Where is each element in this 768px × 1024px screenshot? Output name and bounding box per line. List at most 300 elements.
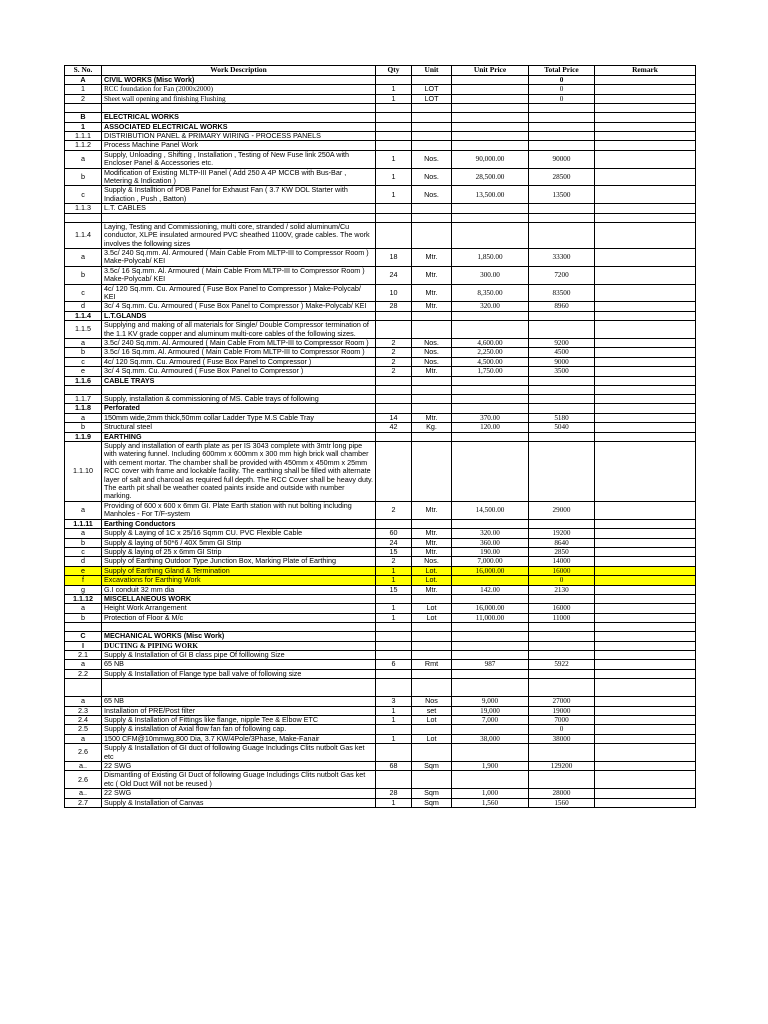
- cell-unit: Nos.: [412, 168, 452, 186]
- cell-description: Supply & Installation of Canvas: [102, 798, 376, 807]
- cell-unit-price: [452, 744, 529, 762]
- cell-qty: 3: [376, 697, 412, 706]
- cell-unit-price: 13,500.00: [452, 186, 529, 204]
- cell-qty: 1: [376, 706, 412, 715]
- cell-description: Supply & laying of 50*6 / 40X 5mm GI Strip: [102, 538, 376, 547]
- cell-unit: Mtr.: [412, 547, 452, 556]
- table-row: [65, 744, 696, 762]
- cell-qty: [376, 213, 412, 222]
- cell-qty: [376, 519, 412, 528]
- cell-unit-price: 320.00: [452, 529, 529, 538]
- cell-description: Protection of Floor & M/c: [102, 613, 376, 622]
- cell-qty: 1: [376, 150, 412, 168]
- cell-description: DISTRIBUTION PANEL & PRIMARY WIRING - PROCESS PANELS: [102, 132, 376, 141]
- cell-sno: b: [65, 423, 102, 432]
- cell-unit: Mtr.: [412, 284, 452, 302]
- table-row: [65, 725, 696, 734]
- cell-remark: [595, 613, 696, 622]
- cell-total-price: [529, 404, 595, 413]
- cell-total-price: 83500: [529, 284, 595, 302]
- cell-total-price: 5180: [529, 413, 595, 422]
- cell-sno: 1.1.2: [65, 141, 102, 150]
- cell-description: Providing of 600 x 600 x 6mm GI. Plate Earth station with nut bolting including Manholes - For T/F-system: [102, 501, 376, 519]
- table-row: [65, 386, 696, 395]
- cell-qty: 24: [376, 266, 412, 284]
- cell-unit: [412, 141, 452, 150]
- cell-remark: [595, 679, 696, 697]
- cell-qty: 1: [376, 798, 412, 807]
- cell-remark: [595, 771, 696, 789]
- cell-remark: [595, 641, 696, 650]
- cell-description: [102, 679, 376, 697]
- cell-description: Modification of Existing MLTP-III Panel ( Add 250 A 4P MCCB with Bus-Bar , Metering & Indication ): [102, 168, 376, 186]
- cell-unit-price: [452, 771, 529, 789]
- table-row: [65, 150, 696, 168]
- cell-remark: [595, 519, 696, 528]
- cell-sno: [65, 386, 102, 395]
- cell-unit-price: [452, 632, 529, 641]
- cell-qty: [376, 650, 412, 659]
- cell-total-price: 19200: [529, 529, 595, 538]
- cell-description: Supply of Earthing Outdoor Type Junction Box, Marking Plate of Earthing: [102, 557, 376, 566]
- cell-qty: 1: [376, 94, 412, 103]
- cell-sno: 1.1.7: [65, 395, 102, 404]
- cell-total-price: [529, 432, 595, 441]
- table-row: [65, 132, 696, 141]
- table-row: [65, 585, 696, 594]
- cell-total-price: [529, 650, 595, 659]
- table-row: [65, 85, 696, 94]
- cell-total-price: [529, 113, 595, 122]
- table-row: [65, 357, 696, 366]
- table-row: [65, 284, 696, 302]
- cell-unit: [412, 395, 452, 404]
- cell-sno: a: [65, 338, 102, 347]
- table-row: [65, 113, 696, 122]
- cell-sno: a: [65, 413, 102, 422]
- cell-sno: C: [65, 632, 102, 641]
- cell-total-price: [529, 104, 595, 113]
- cell-unit-price: [452, 132, 529, 141]
- table-row: [65, 623, 696, 632]
- cell-unit-price: 190.00: [452, 547, 529, 556]
- cell-sno: a: [65, 660, 102, 669]
- cell-sno: b: [65, 613, 102, 622]
- cell-description: CABLE TRAYS: [102, 376, 376, 385]
- table-row: [65, 413, 696, 422]
- cell-sno: 1.1.6: [65, 376, 102, 385]
- cell-sno: c: [65, 547, 102, 556]
- cell-total-price: [529, 386, 595, 395]
- table-row: [65, 423, 696, 432]
- cell-unit-price: 19,000: [452, 706, 529, 715]
- table-row: [65, 594, 696, 603]
- cell-unit: [412, 442, 452, 502]
- cell-remark: [595, 529, 696, 538]
- cell-remark: [595, 576, 696, 585]
- cell-sno: a: [65, 734, 102, 743]
- cell-remark: [595, 386, 696, 395]
- cell-unit-price: 16,000.00: [452, 566, 529, 575]
- table-row: [65, 576, 696, 585]
- cell-description: Supply & Installtion of PDB Panel for Exhaust Fan ( 3.7 KW DOL Starter with Indiaction , Push , Batton): [102, 186, 376, 204]
- cell-remark: [595, 76, 696, 85]
- cell-total-price: 4500: [529, 348, 595, 357]
- cell-unit: Mtr.: [412, 367, 452, 376]
- table-row: [65, 679, 696, 697]
- cell-unit-price: [452, 76, 529, 85]
- cell-description: [102, 104, 376, 113]
- cell-unit: Mtr.: [412, 266, 452, 284]
- cell-sno: B: [65, 113, 102, 122]
- cell-sno: 2.1: [65, 650, 102, 659]
- table-row: [65, 311, 696, 320]
- cell-remark: [595, 404, 696, 413]
- bill-of-quantities-table: [64, 65, 696, 808]
- cell-total-price: 29000: [529, 501, 595, 519]
- table-row: [65, 141, 696, 150]
- cell-total-price: [529, 771, 595, 789]
- cell-unit-price: 320.00: [452, 302, 529, 311]
- cell-unit: Nos.: [412, 338, 452, 347]
- cell-unit: Nos.: [412, 348, 452, 357]
- cell-unit-price: [452, 104, 529, 113]
- cell-unit-price: [452, 432, 529, 441]
- cell-sno: 2.6: [65, 771, 102, 789]
- header-row: [65, 66, 696, 76]
- table-row: [65, 566, 696, 575]
- cell-unit-price: [452, 395, 529, 404]
- cell-remark: [595, 650, 696, 659]
- cell-total-price: 1560: [529, 798, 595, 807]
- cell-qty: [376, 725, 412, 734]
- table-row: [65, 186, 696, 204]
- cell-total-price: 9200: [529, 338, 595, 347]
- cell-total-price: 11000: [529, 613, 595, 622]
- cell-unit: LOT: [412, 85, 452, 94]
- cell-sno: c: [65, 284, 102, 302]
- cell-sno: [65, 104, 102, 113]
- cell-qty: [376, 122, 412, 131]
- table-row: [65, 501, 696, 519]
- cell-unit-price: [452, 141, 529, 150]
- table-row: [65, 76, 696, 85]
- cell-unit-price: [452, 386, 529, 395]
- cell-remark: [595, 413, 696, 422]
- header-work-description: Work Description: [102, 66, 376, 76]
- cell-remark: [595, 113, 696, 122]
- table-row: [65, 538, 696, 547]
- cell-unit: Mtr.: [412, 585, 452, 594]
- cell-sno: 1.1.4: [65, 222, 102, 248]
- cell-unit: Mtr.: [412, 529, 452, 538]
- cell-remark: [595, 547, 696, 556]
- cell-description: DUCTING & PIPING WORK: [102, 641, 376, 650]
- cell-unit-price: [452, 519, 529, 528]
- cell-remark: [595, 213, 696, 222]
- cell-remark: [595, 248, 696, 266]
- table-row: [65, 302, 696, 311]
- cell-unit: [412, 650, 452, 659]
- cell-remark: [595, 585, 696, 594]
- cell-qty: 1: [376, 85, 412, 94]
- cell-remark: [595, 538, 696, 547]
- cell-sno: 1.1.12: [65, 594, 102, 603]
- cell-remark: [595, 423, 696, 432]
- cell-qty: [376, 404, 412, 413]
- cell-qty: [376, 395, 412, 404]
- cell-qty: [376, 204, 412, 213]
- cell-total-price: 5922: [529, 660, 595, 669]
- cell-unit-price: 2,250.00: [452, 348, 529, 357]
- cell-sno: 1.1.3: [65, 204, 102, 213]
- cell-unit: [412, 725, 452, 734]
- cell-sno: 1.1.8: [65, 404, 102, 413]
- cell-qty: [376, 771, 412, 789]
- table-row: [65, 706, 696, 715]
- cell-remark: [595, 186, 696, 204]
- cell-remark: [595, 706, 696, 715]
- cell-description: Supply and installation of earth plate as per IS 3043 complete with 3mtr long pipe with watering funnel. Including 600mm x 600mm x 300 mm high brick wall chamber with cement mortar. The chamber shall be provided with 450mm x 450mm x 25mm RCC cover with frame and lockable facility. The earthing shall be filled with alternate layer of salt and charcoal as required full depth. The RCC Cover shall be heavy duty. The earth pit shall be weather coated paints inside and outside with number marking.: [102, 442, 376, 502]
- cell-unit-price: [452, 94, 529, 103]
- cell-qty: [376, 442, 412, 502]
- cell-unit-price: 4,600.00: [452, 338, 529, 347]
- table-row: [65, 213, 696, 222]
- table-row: [65, 771, 696, 789]
- cell-qty: [376, 132, 412, 141]
- cell-description: 4c/ 120 Sq.mm. Cu. Armoured ( Fuse Box Panel to Compressor ): [102, 357, 376, 366]
- cell-qty: 60: [376, 529, 412, 538]
- cell-description: L.T. CABLES: [102, 204, 376, 213]
- cell-qty: 68: [376, 762, 412, 771]
- cell-qty: 2: [376, 367, 412, 376]
- cell-unit-price: 28,500.00: [452, 168, 529, 186]
- cell-unit-price: 370.00: [452, 413, 529, 422]
- cell-unit-price: 8,350.00: [452, 284, 529, 302]
- cell-unit: Mtr.: [412, 501, 452, 519]
- cell-sno: b: [65, 348, 102, 357]
- cell-qty: 1: [376, 168, 412, 186]
- header-unit-price: Unit Price: [452, 66, 529, 76]
- cell-total-price: [529, 204, 595, 213]
- cell-description: [102, 213, 376, 222]
- cell-sno: g: [65, 585, 102, 594]
- cell-qty: 42: [376, 423, 412, 432]
- cell-total-price: 0: [529, 94, 595, 103]
- cell-unit-price: [452, 641, 529, 650]
- cell-qty: [376, 744, 412, 762]
- cell-description: 3.5c/ 16 Sq.mm. Al. Armoured ( Main Cable From MLTP-III to Compressor Room ) Make-Polycab/ KEI: [102, 266, 376, 284]
- cell-sno: 2.6: [65, 744, 102, 762]
- cell-unit: [412, 404, 452, 413]
- table-row: [65, 367, 696, 376]
- cell-unit-price: [452, 222, 529, 248]
- cell-unit: Lot: [412, 604, 452, 613]
- table-row: [65, 432, 696, 441]
- cell-qty: 1: [376, 613, 412, 622]
- cell-remark: [595, 122, 696, 131]
- cell-remark: [595, 302, 696, 311]
- table-row: [65, 338, 696, 347]
- table-row: [65, 94, 696, 103]
- cell-unit: [412, 213, 452, 222]
- cell-total-price: 16000: [529, 566, 595, 575]
- cell-total-price: 3500: [529, 367, 595, 376]
- cell-total-price: 8640: [529, 538, 595, 547]
- cell-unit: LOT: [412, 94, 452, 103]
- cell-qty: [376, 311, 412, 320]
- cell-unit-price: [452, 669, 529, 678]
- cell-unit: set: [412, 706, 452, 715]
- cell-total-price: [529, 641, 595, 650]
- cell-description: 3c/ 4 Sq.mm. Cu. Armoured ( Fuse Box Panel to Compressor ) Make-Polycab/ KEI: [102, 302, 376, 311]
- cell-total-price: [529, 519, 595, 528]
- cell-total-price: [529, 222, 595, 248]
- cell-description: L.T.GLANDS: [102, 311, 376, 320]
- cell-unit: [412, 432, 452, 441]
- cell-total-price: 9000: [529, 357, 595, 366]
- cell-total-price: [529, 669, 595, 678]
- cell-sno: 2: [65, 94, 102, 103]
- table-row: [65, 734, 696, 743]
- table-row: [65, 529, 696, 538]
- cell-total-price: 5040: [529, 423, 595, 432]
- cell-description: Height Work Arrangement: [102, 604, 376, 613]
- cell-description: Supply & laying of 25 x 6mm GI Strip: [102, 547, 376, 556]
- cell-total-price: 2130: [529, 585, 595, 594]
- cell-qty: 1: [376, 186, 412, 204]
- cell-total-price: 28000: [529, 789, 595, 798]
- cell-description: 3.5c/ 240 Sq.mm. Al. Armoured ( Main Cable From MLTP-III to Compressor Room ): [102, 338, 376, 347]
- cell-remark: [595, 432, 696, 441]
- cell-qty: 14: [376, 413, 412, 422]
- cell-unit: [412, 679, 452, 697]
- cell-unit: Nos: [412, 697, 452, 706]
- cell-sno: 1.1.11: [65, 519, 102, 528]
- cell-total-price: [529, 141, 595, 150]
- cell-sno: 2.2: [65, 669, 102, 678]
- cell-sno: a: [65, 248, 102, 266]
- cell-unit-price: 142.00: [452, 585, 529, 594]
- cell-unit-price: 90,000.00: [452, 150, 529, 168]
- cell-unit: [412, 386, 452, 395]
- cell-total-price: 7200: [529, 266, 595, 284]
- table-row: [65, 104, 696, 113]
- cell-unit-price: [452, 85, 529, 94]
- cell-remark: [595, 798, 696, 807]
- cell-qty: [376, 104, 412, 113]
- cell-qty: 15: [376, 585, 412, 594]
- cell-unit: [412, 204, 452, 213]
- cell-remark: [595, 395, 696, 404]
- cell-description: Supply of Earthing Gland & Termination: [102, 566, 376, 575]
- cell-qty: 10: [376, 284, 412, 302]
- cell-remark: [595, 141, 696, 150]
- cell-qty: 18: [376, 248, 412, 266]
- cell-sno: 2.7: [65, 798, 102, 807]
- cell-unit: [412, 321, 452, 339]
- table-row: [65, 395, 696, 404]
- cell-unit: Lot.: [412, 576, 452, 585]
- table-row: [65, 798, 696, 807]
- cell-unit-price: 1,750.00: [452, 367, 529, 376]
- header-qty: Qty: [376, 66, 412, 76]
- cell-sno: 1.1.9: [65, 432, 102, 441]
- table-row: [65, 547, 696, 556]
- cell-description: Supply & Installation of Fittings like flange, nipple Tee & Elbow ETC: [102, 716, 376, 725]
- cell-remark: [595, 376, 696, 385]
- cell-unit-price: 1,850.00: [452, 248, 529, 266]
- table-row: [65, 376, 696, 385]
- table-row: [65, 222, 696, 248]
- cell-description: CIVIL WORKS (Misc Work): [102, 76, 376, 85]
- cell-unit-price: 14,500.00: [452, 501, 529, 519]
- cell-total-price: [529, 395, 595, 404]
- cell-total-price: [529, 213, 595, 222]
- cell-total-price: 7000: [529, 716, 595, 725]
- table-row: [65, 442, 696, 502]
- header-sno: S. No.: [65, 66, 102, 76]
- cell-remark: [595, 566, 696, 575]
- cell-sno: 1.1.4: [65, 311, 102, 320]
- cell-description: [102, 386, 376, 395]
- cell-sno: f: [65, 576, 102, 585]
- cell-unit: Mtr.: [412, 248, 452, 266]
- cell-remark: [595, 222, 696, 248]
- cell-qty: [376, 76, 412, 85]
- cell-unit-price: 11,000.00: [452, 613, 529, 622]
- cell-total-price: [529, 132, 595, 141]
- header-unit: Unit: [412, 66, 452, 76]
- cell-description: Structural steel: [102, 423, 376, 432]
- cell-total-price: 0: [529, 76, 595, 85]
- cell-sno: 1.1.5: [65, 321, 102, 339]
- cell-qty: 15: [376, 547, 412, 556]
- table-row: [65, 641, 696, 650]
- cell-total-price: [529, 679, 595, 697]
- cell-qty: 1: [376, 716, 412, 725]
- cell-unit: [412, 771, 452, 789]
- cell-qty: [376, 222, 412, 248]
- header-remark: Remark: [595, 66, 696, 76]
- cell-unit: [412, 594, 452, 603]
- cell-remark: [595, 94, 696, 103]
- table-row: [65, 122, 696, 131]
- cell-remark: [595, 132, 696, 141]
- cell-qty: 1: [376, 734, 412, 743]
- cell-unit: [412, 222, 452, 248]
- cell-unit: Rmt: [412, 660, 452, 669]
- table-row: [65, 168, 696, 186]
- table-row: [65, 204, 696, 213]
- cell-total-price: 19000: [529, 706, 595, 715]
- cell-total-price: 16000: [529, 604, 595, 613]
- cell-unit-price: 16,000.00: [452, 604, 529, 613]
- cell-sno: c: [65, 186, 102, 204]
- cell-remark: [595, 266, 696, 284]
- cell-total-price: 129200: [529, 762, 595, 771]
- cell-unit-price: [452, 650, 529, 659]
- cell-sno: 2.3: [65, 706, 102, 715]
- cell-remark: [595, 338, 696, 347]
- cell-sno: a: [65, 604, 102, 613]
- cell-qty: 28: [376, 789, 412, 798]
- cell-unit: Mtr.: [412, 413, 452, 422]
- table-row: [65, 650, 696, 659]
- cell-description: Supply, installation & commissioning of MS. Cable trays of following: [102, 395, 376, 404]
- cell-description: Installation of PRE/Post filter: [102, 706, 376, 715]
- cell-description: ASSOCIATED ELECTRICAL WORKS: [102, 122, 376, 131]
